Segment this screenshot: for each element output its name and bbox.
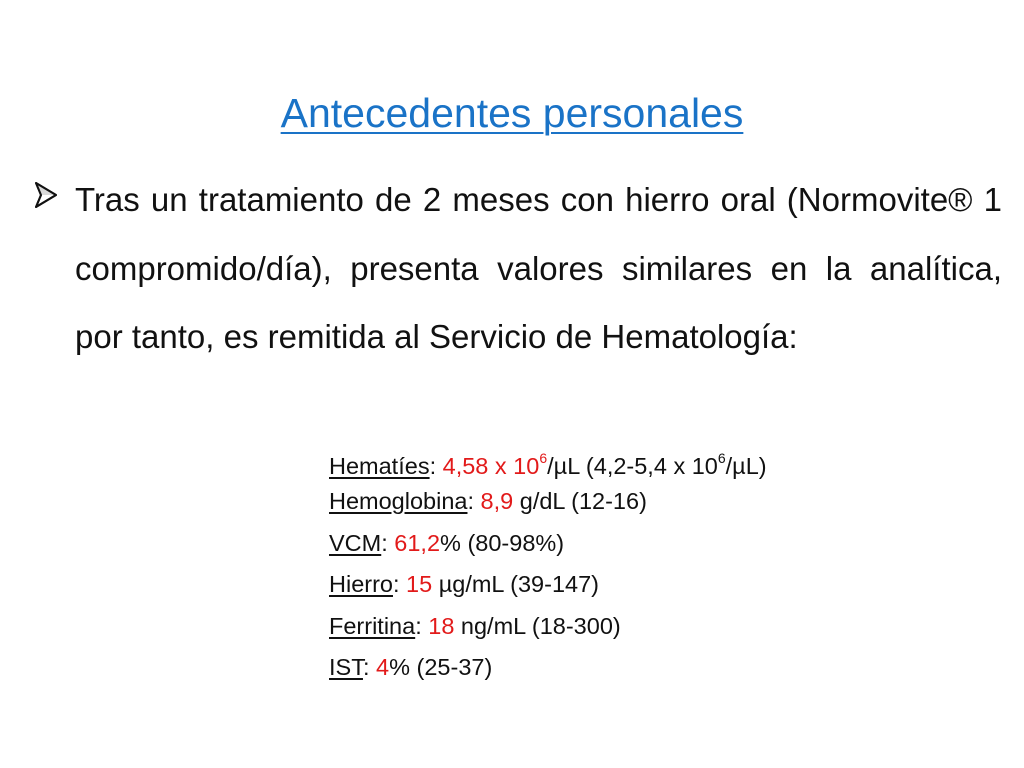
lab-label: Hierro [329,571,393,597]
arrow-bullet-icon [30,180,60,210]
lab-value: 8,9 [480,488,514,514]
lab-separator: : [362,654,377,680]
lab-row-ferritina [329,611,621,641]
lab-value: 61,2 [394,530,441,556]
lab-unit-range: % (80-98%) [440,530,565,556]
lab-unit-range: /µL (4,2-5,4 x $10^6/\mu L$) [547,450,767,479]
lab-separator: : [429,453,443,479]
lab-value: 15 [406,571,433,597]
lab-separator: : [381,530,395,556]
lab-label: VCM [329,530,382,556]
lab-value: 4,58 x $10^6$ [442,450,548,479]
lab-label: Ferritina [329,613,416,639]
lab-separator: : [392,571,407,597]
lab-separator: : [467,488,481,514]
lab-row-hemoglobina [329,486,647,516]
lab-row-ist [329,652,492,682]
lab-unit-range: g/dL (12-16) [513,488,647,514]
lab-label: Hemoglobina [329,488,468,514]
lab-separator: : [415,613,429,639]
lab-row-vcm [329,528,564,558]
lab-label: Hematíes [329,453,430,479]
lab-row-hierro [329,569,599,599]
lab-value: 18 [428,613,455,639]
lab-row-hematies [329,451,767,481]
lab-value: 4 [376,654,390,680]
lab-unit-range: % (25-37) [389,654,493,680]
slide-title: Antecedentes personales [280,90,744,136]
lab-unit-range: µg/mL (39-147) [432,571,599,597]
lab-label: IST [329,654,363,680]
lab-unit-range: ng/mL (18-300) [454,613,621,639]
bullet-text: Tras un tratamiento de 2 meses con hierro oral (Normovite® 1 compromido/día), presenta valores similares en la analítica, por tanto, es remitida al Servicio de Hematología: [75,181,1002,355]
